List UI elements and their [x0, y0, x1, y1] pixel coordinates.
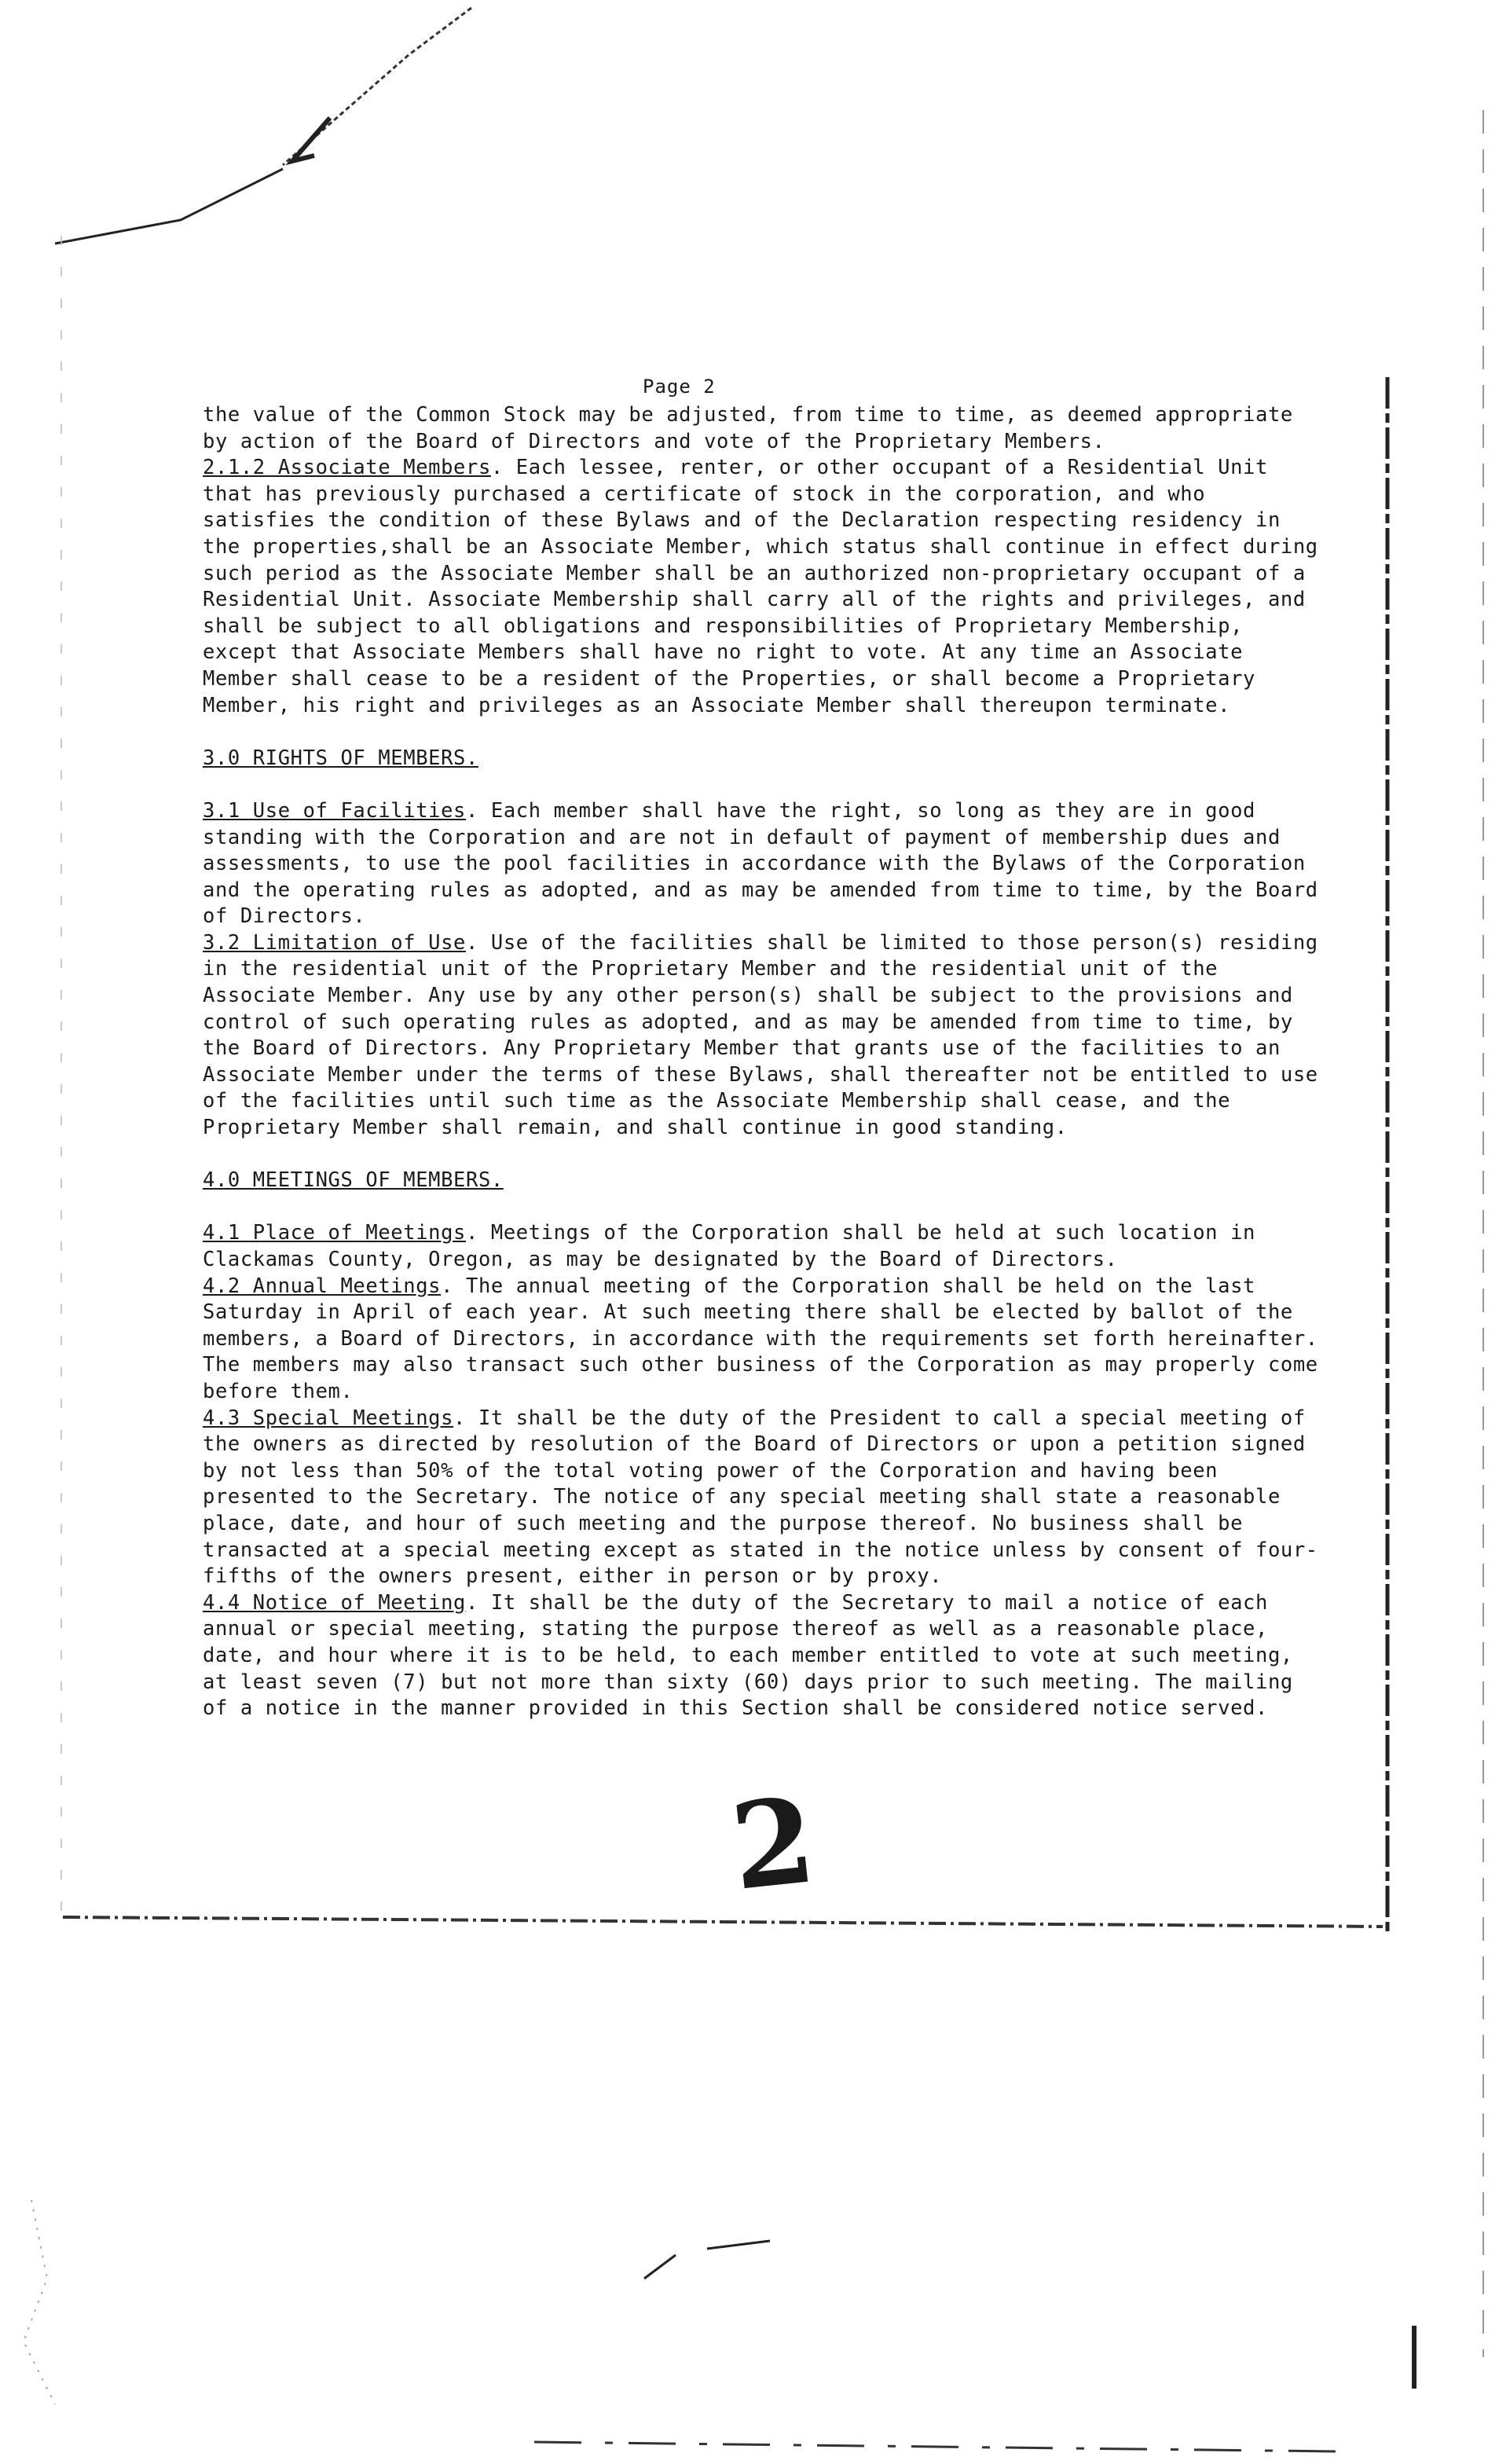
spacer [203, 1194, 1318, 1221]
section-3-1 [203, 798, 1318, 930]
section-4-4 [203, 1590, 1318, 1722]
spacer [203, 719, 1318, 746]
spacer [203, 772, 1318, 798]
section-3-1-body: . Each member shall have the right, so long as they are in good standing with the Corporation and are not in default of payment of membership dues and assessments, to use the pool facilities in accordance with the Bylaws of the Corporation and the operating rules as adopted, and as may be amended from time to time, by the Board of Directors. [203, 798, 1318, 929]
section-4-1-body: . Meetings of the Corporation shall be held at such location in Clackamas County, Oregon, as may be designated by the Board of Directors. [203, 1221, 1255, 1271]
section-4-2-heading: 4.2 Annual Meetings [203, 1274, 442, 1298]
page-number: Page 2 [643, 376, 716, 398]
section-3-1-heading: 3.1 Use of Facilities [203, 798, 466, 823]
corner-pen-stroke [283, 8, 471, 165]
intro-text: the value of the Common Stock may be adjusted, from time to time, as deemed appropriate by action of the Board of Directors and vote of the Proprietary Members. [203, 403, 1293, 453]
section-4-1 [203, 1220, 1318, 1273]
section-2-1-2-body: . Each lessee, renter, or other occupant of a Residential Unit that has previously purchased a certificate of stock in the corporation, and who satisfies the condition of these Bylaws and of the Declaration respecting residency in the properties,shall be an Associate Member, which status shall continue in effect during such period as the Associate Member shall be an authorized non-proprietary occupant of a Residential Unit. Associate Membership shall carry all of the rights and privileges, and shall be subject to all obligations and responsibilities of Proprietary Membership, except that Associate Members shall have no right to vote. At any time an Associate Member shall cease to be a resident of the Properties, or shall become a Proprietary Member, his right and privileges as an Associate Member shall thereupon terminate. [203, 456, 1318, 717]
section-4-0 [203, 1168, 1318, 1194]
section-4-3 [203, 1406, 1318, 1590]
section-4-4-heading: 4.4 Notice of Meeting [203, 1590, 466, 1615]
section-3-0-heading: 3.0 RIGHTS OF MEMBERS. [203, 746, 478, 770]
spacer [203, 1142, 1318, 1168]
section-3-2-heading: 3.2 Limitation of Use [203, 930, 466, 955]
left-speckle [24, 2200, 55, 2404]
corner-pen-arrow [292, 118, 330, 161]
bottom-copier-edge [63, 1917, 1383, 1927]
section-3-0 [203, 746, 1318, 772]
section-4-3-heading: 4.3 Special Meetings [203, 1406, 454, 1430]
section-4-2-body: . The annual meeting of the Corporation shall be held on the last Saturday in April of each year. At such meeting there shall be elected by ballot of the members, a Board of Directors, in accordance with the requirements set forth hereinafter. The members may also transact such other business of the Corporation as may properly come before them. [203, 1274, 1318, 1403]
handwritten-page-number: 2 [725, 1771, 822, 1917]
section-4-4-body: . It shall be the duty of the Secretary to mail a notice of each annual or special meeting, stating the purpose thereof as well as a reasonable place, date, and hour where it is to be held, to each member entitled to vote at such meeting, at least seven (7) but not more than sixty (60) days prior to such meeting. The mailing of a notice in the manner provided in this Section shall be considered notice served. [203, 1590, 1293, 1721]
section-3-2-body: . Use of the facilities shall be limited to those person(s) residing in the residential unit of the Proprietary Member and the residential unit of the Associate Member. Any use by any other person(s) shall be subject to the provisions and control of such operating rules as adopted, and as may be amended from time to time, by the Board of Directors. Any Proprietary Member that grants use of the facilities to an Associate Member under the terms of these Bylaws, shall thereafter not be entitled to use of the facilities until such time as the Associate Membership shall cease, and the Proprietary Member shall remain, and shall continue in good standing. [203, 930, 1318, 1140]
section-4-3-body: . It shall be the duty of the President to call a special meeting of the owners as directed by resolution of the Board of Directors or upon a petition signed by not less than 50% of the total voting power of the Corporation and having been presented to the Secretary. The notice of any special meeting shall state a reasonable place, date, and hour of such meeting and the purpose thereof. No business shall be transacted at a special meeting except as stated in the notice unless by consent of four-fifths of the owners present, either in person or by proxy. [203, 1406, 1318, 1589]
intro-paragraph [203, 402, 1318, 455]
section-4-1-heading: 4.1 Place of Meetings [203, 1221, 466, 1245]
section-3-2 [203, 930, 1318, 1142]
section-4-2 [203, 1274, 1318, 1406]
lower-pen-stroke [644, 2241, 770, 2279]
corner-pen-tail [55, 169, 283, 244]
bylaws-document-body [203, 402, 1318, 1722]
footer-scratch-line [534, 2442, 1336, 2451]
section-4-0-heading: 4.0 MEETINGS OF MEMBERS. [203, 1168, 504, 1193]
section-2-1-2 [203, 455, 1318, 719]
section-2-1-2-heading: 2.1.2 Associate Members [203, 456, 491, 480]
